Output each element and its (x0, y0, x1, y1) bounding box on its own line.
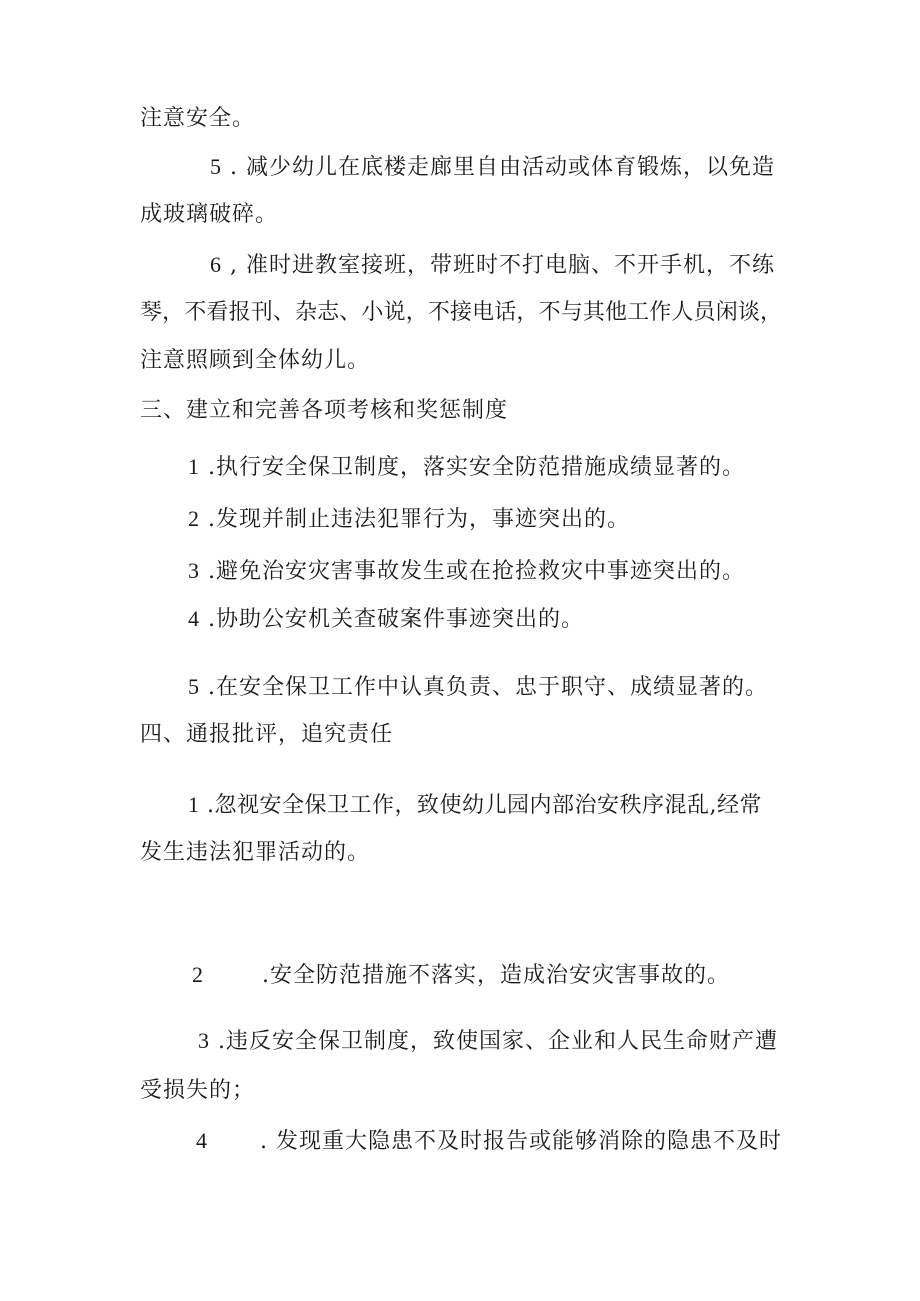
item-number: 4 (196, 1128, 208, 1153)
text-line (140, 200, 782, 230)
list-item (210, 152, 782, 183)
item-text: .在安全保卫工作中认真负责、忠于职守、成绩显著的。 (208, 675, 768, 700)
item-text: . 减少幼儿在底楼走廊里自由活动或体育锻炼，以免造 (230, 155, 775, 180)
section-heading (140, 396, 782, 426)
line-text: 琴，不看报刊、杂志、小说，不接电话，不与其他工作人员闲谈， (140, 300, 782, 325)
item-number: 5 (210, 154, 222, 179)
text-line (140, 104, 782, 134)
heading-text: 三、建立和完善各项考核和奖惩制度 (140, 398, 509, 423)
line-text: 发生违法犯罪活动的。 (140, 840, 371, 865)
item-number: 3 (188, 558, 200, 583)
list-item (196, 1126, 782, 1157)
list-item (198, 1026, 782, 1057)
item-number: 5 (188, 674, 200, 699)
line-text: 注意安全。 (140, 106, 256, 131)
item-number: 2 (192, 962, 204, 987)
list-item (210, 250, 782, 281)
line-text: 注意照顾到全体幼儿。 (140, 348, 371, 373)
item-text: .违反安全保卫制度，致使国家、企业和人民生命财产遭 (218, 1029, 778, 1054)
item-text: , 准时进教室接班，带班时不打电脑、不开手机，不练 (230, 253, 775, 278)
section-heading (140, 720, 782, 750)
item-text: . 发现重大隐患不及时报告或能够消除的隐患不及时 (260, 1129, 782, 1154)
list-item (188, 604, 782, 635)
item-text: .执行安全保卫制度，落实安全防范措施成绩显著的。 (208, 455, 745, 480)
text-line (140, 838, 782, 868)
item-number: 3 (198, 1028, 210, 1053)
item-number: 6 (210, 252, 222, 277)
item-text: .安全防范措施不落实，造成治安灾害事故的。 (262, 963, 730, 988)
text-line (140, 298, 782, 328)
item-text: .避免治安灾害事故发生或在抢捡救灾中事迹突出的。 (208, 559, 745, 584)
text-line (140, 1076, 782, 1106)
item-text: .发现并制止违法犯罪行为，事迹突出的。 (208, 507, 630, 532)
line-text: 受损失的； (140, 1078, 256, 1103)
text-line (140, 346, 782, 376)
item-number: 2 (188, 506, 200, 531)
list-item (188, 556, 782, 587)
list-item (188, 672, 782, 703)
heading-text: 四、通报批评，追究责任 (140, 722, 394, 747)
line-text: 成玻璃破碎。 (140, 202, 279, 227)
item-text: .忽视安全保卫工作，致使幼儿园内部治安秩序混乱,经常 (207, 793, 762, 818)
item-text: .协助公安机关查破案件事迹突出的。 (208, 607, 584, 632)
list-item (192, 960, 782, 991)
list-item (188, 504, 782, 535)
item-number: 1 (188, 792, 200, 817)
item-number: 1 (188, 454, 200, 479)
list-item (188, 452, 782, 483)
list-item (188, 790, 782, 821)
item-number: 4 (188, 606, 200, 631)
